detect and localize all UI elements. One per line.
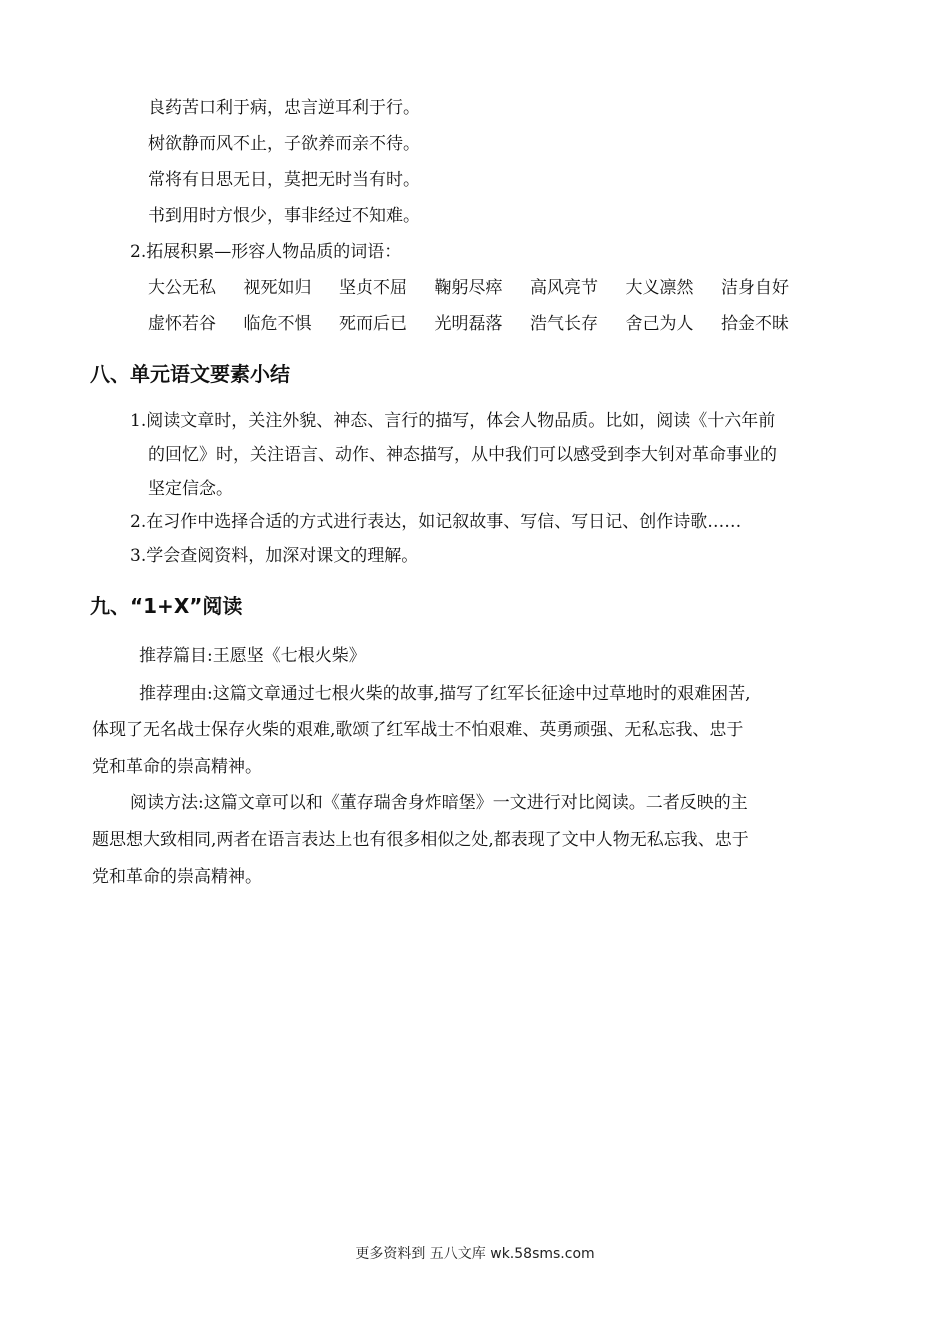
reason-line-1: 推荐理由:这篇文章通过七根火柴的故事,描写了红军长征途中过草地时的艰难困苦, <box>139 684 751 704</box>
word-item: 死而后已 <box>339 314 407 334</box>
word-item: 虚怀若谷 <box>148 314 216 334</box>
word-item: 大义凛然 <box>625 278 694 298</box>
proverb-line-1: 良药苦口利于病，忠言逆耳利于行。 <box>148 98 420 118</box>
word-item: 大公无私 <box>148 278 216 298</box>
word-row-1 <box>148 277 817 299</box>
method-line-3: 党和革命的崇高精神。 <box>92 867 262 887</box>
proverb-line-3: 常将有日思无日，莫把无时当有时。 <box>148 170 420 190</box>
word-item: 坚贞不屈 <box>339 278 407 298</box>
recommend-title: 推荐篇目:王愿坚《七根火柴》 <box>139 646 366 666</box>
proverb-line-4: 书到用时方恨少，事非经过不知难。 <box>148 206 420 226</box>
word-item: 舍己为人 <box>625 314 694 334</box>
section-8-item-1-line-2: 的回忆》时，关注语言、动作、神态描写，从中我们可以感受到李大钊对革命事业的 <box>148 445 777 465</box>
section-8-item-2: 2.在习作中选择合适的方式进行表达，如记叙故事、写信、写日记、创作诗歌…… <box>130 512 742 532</box>
word-item: 视死如归 <box>243 278 312 298</box>
method-line-1: 阅读方法:这篇文章可以和《董存瑞舍身炸暗堡》一文进行对比阅读。二者反映的主 <box>130 793 748 813</box>
section-8-heading: 八、单元语文要素小结 <box>90 362 290 386</box>
footer-link-text[interactable]: 更多资料到 五八文库 wk.58sms.com <box>355 1246 595 1262</box>
reason-line-2: 体现了无名战士保存火柴的艰难,歌颂了红军战士不怕艰难、英勇顽强、无私忘我、忠于 <box>92 720 744 740</box>
word-item: 拾金不昧 <box>721 314 789 334</box>
reason-line-3: 党和革命的崇高精神。 <box>92 757 262 777</box>
word-item: 洁身自好 <box>721 278 789 298</box>
word-item: 高风亮节 <box>530 278 598 298</box>
word-item: 浩气长存 <box>530 314 598 334</box>
section-9-heading: 九、“1+X”阅读 <box>90 594 243 618</box>
word-item: 光明磊落 <box>434 314 503 334</box>
extension-title: 2.拓展积累—形容人物品质的词语： <box>130 242 402 262</box>
word-item: 临危不惧 <box>243 314 312 334</box>
section-8-item-1-line-3: 坚定信念。 <box>148 479 233 499</box>
method-line-2: 题思想大致相同,两者在语言表达上也有很多相似之处,都表现了文中人物无私忘我、忠于 <box>92 830 749 850</box>
section-8-item-3: 3.学会查阅资料，加深对课文的理解。 <box>130 546 419 566</box>
section-8-item-1-line-1: 1.阅读文章时，关注外貌、神态、言行的描写，体会人物品质。比如，阅读《十六年前 <box>130 411 776 431</box>
proverb-line-2: 树欲静而风不止，子欲养而亲不待。 <box>148 134 420 154</box>
word-item: 鞠躬尽瘁 <box>434 278 503 298</box>
word-row-2 <box>148 313 817 335</box>
